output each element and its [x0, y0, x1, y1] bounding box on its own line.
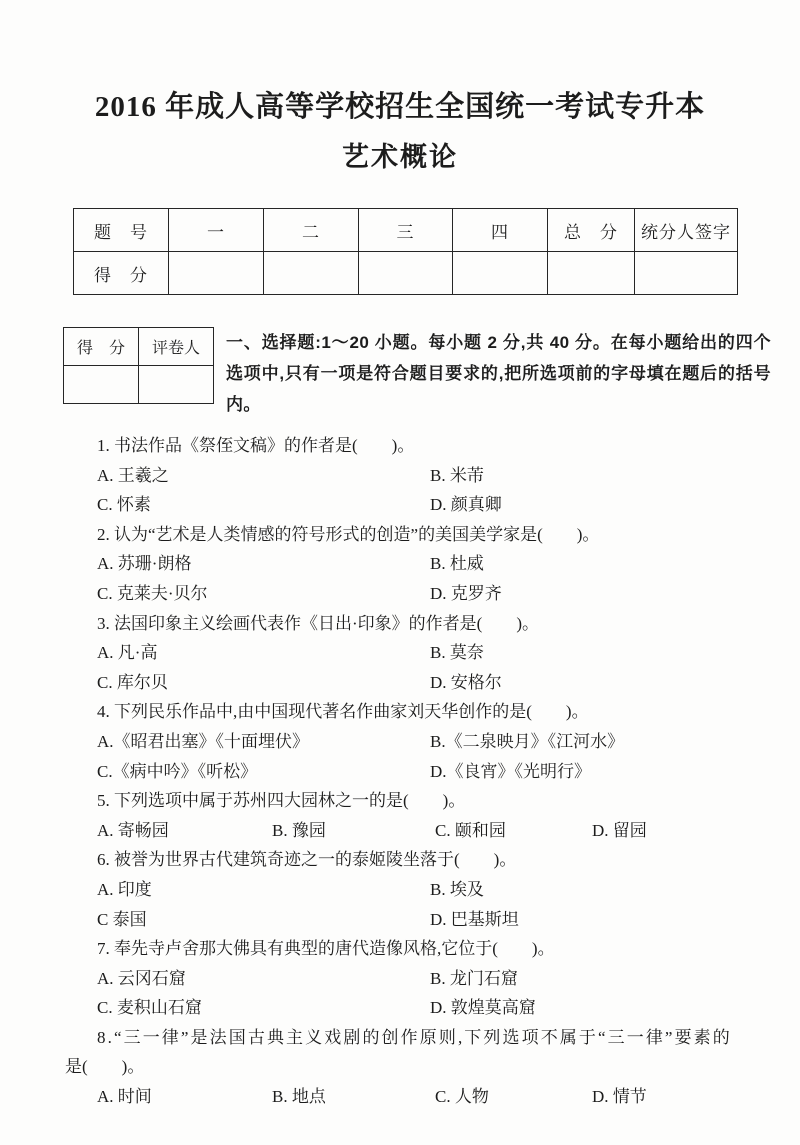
- question-1-option-c: C. 怀素: [97, 495, 151, 515]
- score-table-header-total: 总 分: [548, 209, 635, 252]
- score-table-score-label: 得 分: [74, 252, 169, 295]
- exam-title-line2: 艺术概论: [342, 142, 458, 172]
- question-8-option-a: A. 时间: [97, 1087, 152, 1107]
- question-1-option-b: B. 米芾: [430, 465, 484, 485]
- question-4: [65, 697, 762, 786]
- score-cell-part3: [359, 252, 453, 295]
- question-6-option-d: D. 巴基斯坦: [430, 909, 519, 929]
- grader-box-grader-label: 评卷人: [139, 328, 214, 366]
- question-4-option-d: D.《良宵》《光明行》: [430, 761, 592, 781]
- question-1-options-row2: [65, 490, 762, 520]
- question-6: [65, 845, 762, 934]
- question-5-option-c: C. 颐和园: [435, 820, 506, 840]
- grader-box-label-row: [64, 328, 214, 366]
- question-8-stem-line2: 是( )。: [65, 1057, 145, 1077]
- question-5-option-b: B. 豫园: [272, 820, 326, 840]
- question-6-option-b: B. 埃及: [430, 879, 484, 899]
- question-6-options-row1: [65, 875, 762, 905]
- question-4-stem: 4. 下列民乐作品中,由中国现代著名作曲家刘天华创作的是( )。: [97, 702, 589, 722]
- question-2-option-d: D. 克罗齐: [430, 583, 502, 603]
- question-2-option-c: C. 克莱夫·贝尔: [97, 583, 208, 603]
- exam-title: [0, 0, 800, 174]
- score-cell-part2: [264, 252, 359, 295]
- question-1-option-a: A. 王羲之: [97, 465, 169, 485]
- grader-box-score-cell: [64, 366, 139, 404]
- score-table-header-part2: 二: [264, 209, 359, 252]
- question-3: [65, 609, 762, 698]
- exam-title-line1: 2016 年成人高等学校招生全国统一考试专升本: [94, 91, 706, 123]
- question-5: [65, 786, 762, 845]
- section-one-instruction: 一、选择题:1～20 小题。每小题 2 分,共 40 分。在每小题给出的四个选项中,只有一项是符合题目要求的,把所选项前的字母填在题后的括号内。: [226, 333, 771, 414]
- question-8-option-d: D. 情节: [592, 1087, 647, 1107]
- question-8: [65, 1023, 762, 1112]
- question-7-stem: 7. 奉先寺卢舍那大佛具有典型的唐代造像风格,它位于( )。: [97, 939, 555, 959]
- question-1: [65, 431, 762, 520]
- score-table-header-part1: 一: [169, 209, 264, 252]
- grader-box-grader-cell: [139, 366, 214, 404]
- score-table-score-row: [74, 252, 738, 295]
- question-5-options-row: [65, 816, 762, 846]
- score-table-header-question-number: 题 号: [74, 209, 169, 252]
- question-7-options-row1: [65, 964, 762, 994]
- question-2: [65, 520, 762, 609]
- question-1-option-d: D. 颜真卿: [430, 495, 502, 515]
- question-1-options-row1: [65, 461, 762, 491]
- question-7: [65, 934, 762, 1023]
- section-one-header: [63, 327, 800, 420]
- question-2-options-row1: [65, 549, 762, 579]
- grader-box-empty-row: [64, 366, 214, 404]
- question-3-stem: 3. 法国印象主义绘画代表作《日出·印象》的作者是( )。: [97, 613, 539, 633]
- question-3-options-row2: [65, 668, 762, 698]
- question-list: [65, 431, 762, 1112]
- question-2-option-a: A. 苏珊·朗格: [97, 554, 192, 574]
- question-8-option-b: B. 地点: [272, 1087, 326, 1107]
- question-7-option-b: B. 龙门石窟: [430, 968, 518, 988]
- question-5-stem: 5. 下列选项中属于苏州四大园林之一的是( )。: [97, 791, 466, 811]
- question-3-option-c: C. 库尔贝: [97, 672, 168, 692]
- score-table: [73, 208, 738, 295]
- question-1-stem: 1. 书法作品《祭侄文稿》的作者是( )。: [97, 436, 415, 455]
- question-7-option-a: A. 云冈石窟: [97, 968, 186, 988]
- question-4-option-b: B.《二泉映月》《江河水》: [430, 731, 625, 751]
- question-7-option-d: D. 敦煌莫高窟: [430, 998, 536, 1018]
- question-4-option-a: A.《昭君出塞》《十面埋伏》: [97, 731, 310, 751]
- question-6-options-row2: [65, 905, 762, 935]
- question-4-options-row2: [65, 757, 762, 787]
- score-cell-total: [548, 252, 635, 295]
- question-5-option-d: D. 留园: [592, 820, 647, 840]
- question-8-stem-line1: 8.“三一律”是法国古典主义戏剧的创作原则,下列选项不属于“三一律”要素的: [97, 1027, 732, 1047]
- question-6-stem: 6. 被誉为世界古代建筑奇迹之一的泰姬陵坐落于( )。: [97, 850, 517, 870]
- score-table-header-part3: 三: [359, 209, 453, 252]
- score-cell-part1: [169, 252, 264, 295]
- score-cell-part4: [453, 252, 548, 295]
- question-6-option-a: A. 印度: [97, 879, 152, 899]
- question-2-stem: 2. 认为“艺术是人类情感的符号形式的创造”的美国美学家是( )。: [97, 524, 600, 544]
- question-8-options-row: [65, 1082, 762, 1112]
- score-table-header-row: [74, 209, 738, 252]
- question-2-option-b: B. 杜威: [430, 554, 484, 574]
- question-6-option-c: C 泰国: [97, 909, 147, 929]
- question-8-option-c: C. 人物: [435, 1087, 489, 1107]
- grader-box-score-label: 得 分: [64, 328, 139, 366]
- question-7-options-row2: [65, 993, 762, 1023]
- question-4-option-c: C.《病中吟》《听松》: [97, 761, 258, 781]
- question-2-options-row2: [65, 579, 762, 609]
- score-table-header-signature: 统分人签字: [635, 209, 738, 252]
- question-5-option-a: A. 寄畅园: [97, 820, 169, 840]
- question-3-option-b: B. 莫奈: [430, 643, 484, 663]
- grader-score-box: [63, 327, 214, 404]
- question-3-options-row1: [65, 638, 762, 668]
- score-table-header-part4: 四: [453, 209, 548, 252]
- score-cell-signature: [635, 252, 738, 295]
- question-3-option-a: A. 凡·高: [97, 643, 158, 663]
- question-4-options-row1: [65, 727, 762, 757]
- question-7-option-c: C. 麦积山石窟: [97, 998, 202, 1018]
- question-3-option-d: D. 安格尔: [430, 672, 502, 692]
